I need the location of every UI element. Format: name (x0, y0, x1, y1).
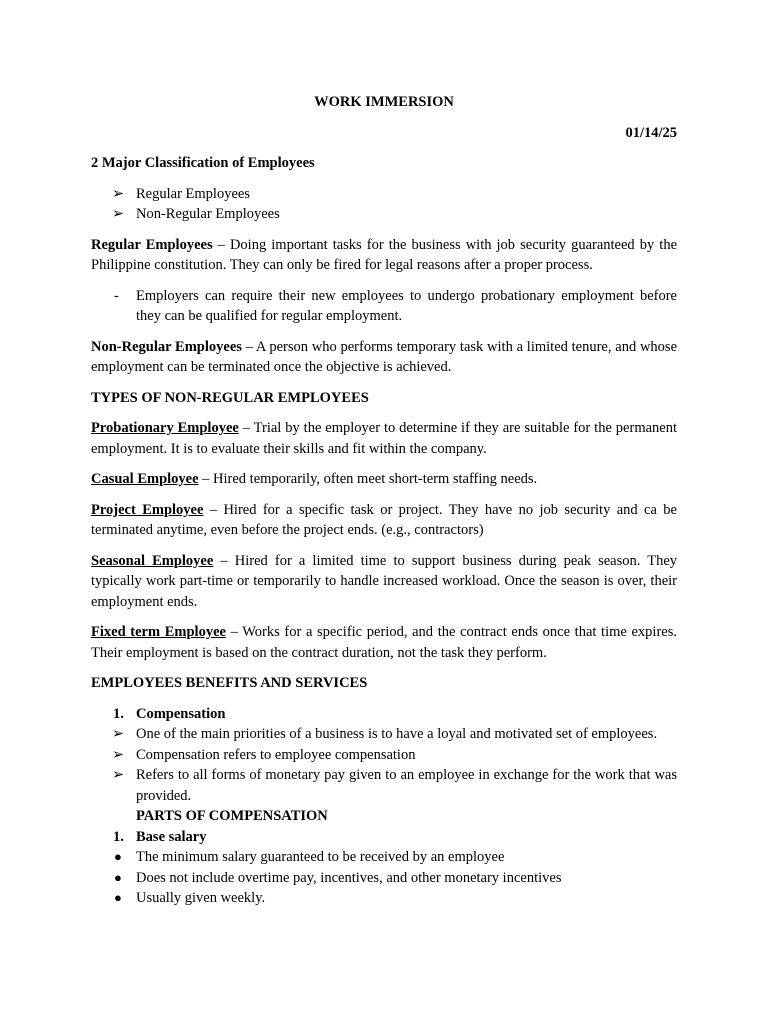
arrow-bullet-icon: ➢ (112, 206, 125, 222)
parts-heading: PARTS OF COMPENSATION (136, 808, 328, 824)
non-regular-paragraph: Non-Regular Employees – A person who performs temporary task with a limited tenure, and whose employment can be terminated once the objective is achieved. (91, 338, 678, 375)
arrow-bullet-icon: ➢ (112, 767, 125, 783)
list-number: 1. (113, 705, 124, 722)
arrow-bullet-icon: ➢ (112, 726, 125, 742)
document-date: 01/14/25 (625, 124, 677, 141)
list-item: ● The minimum salary guaranteed to be received by an employee (91, 847, 677, 868)
bullet-icon: ● (114, 849, 122, 864)
document-body (91, 92, 677, 909)
document-title: WORK IMMERSION (314, 94, 454, 110)
dash-bullet-icon: - (114, 287, 119, 304)
regular-note: - Employers can require their new employees to undergo probationary employment before they can be qualified for regular employment. (114, 287, 677, 324)
type-paragraph: Fixed term Employee – Works for a specific period, and the contract ends once that time expires. Their employment is based on the contract duration, not the task they perform. (91, 624, 677, 661)
arrow-bullet-icon: ➢ (112, 746, 125, 763)
types-heading: TYPES OF NON-REGULAR EMPLOYEES (91, 389, 369, 406)
type-term: Seasonal Employee (91, 552, 214, 569)
regular-term: Regular Employees (91, 236, 213, 253)
type-paragraph: Probationary Employee – Trial by the employer to determine if they are suitable for the permanent employment. It is to evaluate their skills and fit within the company. (91, 420, 677, 457)
type-term: Casual Employee (91, 471, 199, 487)
type-paragraph: Seasonal Employee – Hired for a limited time to support business during peak season. They typically work part-time or temporarily to handle increased workload. Once the season is over, their employment ends. (91, 552, 678, 610)
list-item: ➢ Non-Regular Employees (91, 204, 677, 225)
list-item: 1. Compensation (91, 704, 677, 725)
non-regular-term: Non-Regular Employees (91, 338, 242, 355)
list-item: ➢ Compensation refers to employee compensation (91, 745, 677, 766)
list-item: 1. Base salary (91, 827, 677, 848)
classification-heading: 2 Major Classification of Employees (91, 155, 315, 171)
bullet-icon: ● (114, 890, 122, 905)
list-item: ➢ Regular Employees (91, 184, 677, 205)
list-item: ● Does not include overtime pay, incentives, and other monetary incentives (91, 868, 677, 889)
list-item: ● Usually given weekly. (91, 888, 677, 909)
benefits-list (91, 704, 677, 909)
type-paragraph: Project Employee – Hired for a specific task or project. They have no job security and ca be terminated anytime, even before the project ends. (e.g., contractors) (91, 501, 677, 538)
type-term: Probationary Employee (91, 420, 239, 436)
benefits-heading: EMPLOYEES BENEFITS AND SERVICES (91, 675, 368, 691)
regular-paragraph: Regular Employees – Doing important tasks for the business with job security guaranteed by the Philippine constitution. They can only be fired for legal reasons after a proper process. (91, 236, 677, 273)
list-item: ➢ One of the main priorities of a business is to have a loyal and motivated set of employees. (91, 724, 677, 745)
classification-list (91, 184, 677, 225)
list-item: ➢ Refers to all forms of monetary pay given to an employee in exchange for the work that was provided. (112, 767, 677, 804)
list-number: 1. (113, 828, 124, 845)
type-term: Project Employee (91, 501, 204, 518)
type-paragraph: Casual Employee – Hired temporarily, often meet short-term staffing needs. (91, 471, 538, 487)
type-term: Fixed term Employee (91, 624, 226, 640)
bullet-icon: ● (114, 869, 122, 885)
arrow-bullet-icon: ➢ (112, 185, 125, 202)
